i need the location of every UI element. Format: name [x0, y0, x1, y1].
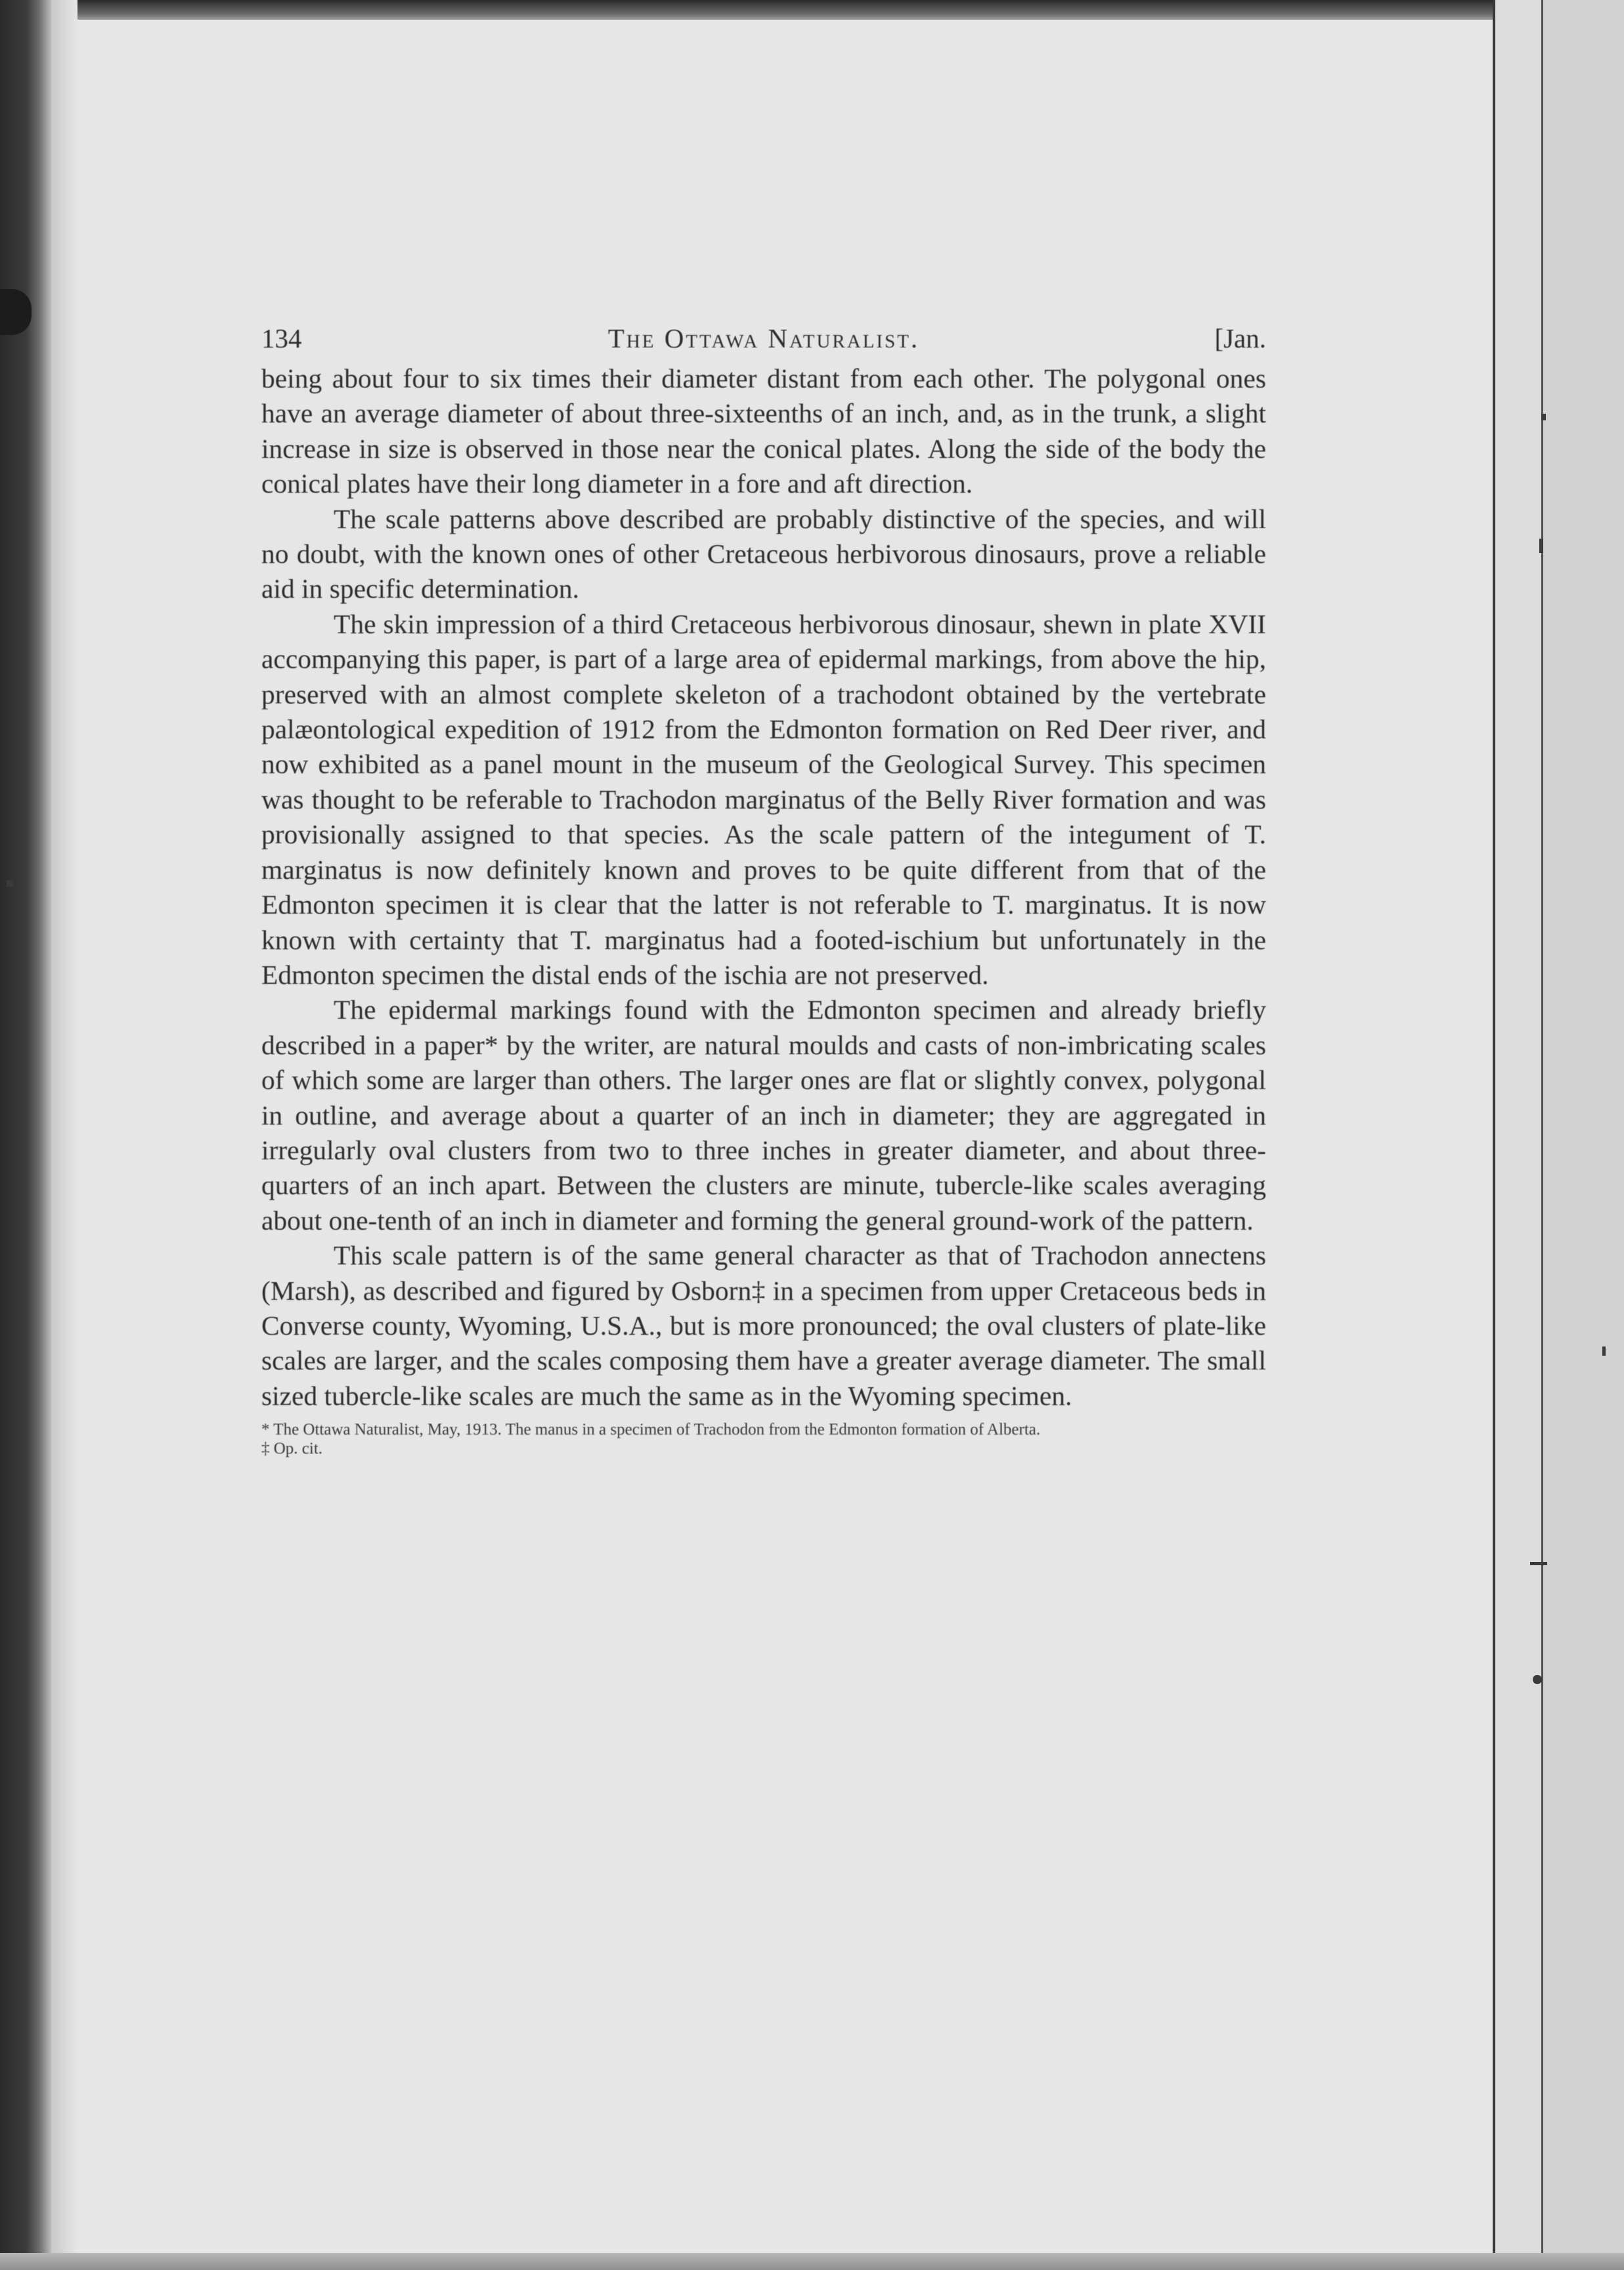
scan-top-edge	[0, 0, 1624, 20]
binding-clip	[0, 289, 32, 335]
margin-dot	[1533, 1675, 1542, 1684]
binding-edge	[0, 0, 51, 2270]
journal-title: The Ottawa Naturalist.	[607, 323, 920, 353]
margin-tick	[1530, 1562, 1547, 1565]
margin-speck	[7, 880, 13, 887]
paragraph-1: being about four to six times their diameter distant from each other. The polygonal ones have an average diameter of about three-sixteenths of an inch, and, as in the trunk, a slight increase in size is observed in those near the conical plates. Along the side of the body the conical plates have their long diameter in a fore and aft direction.	[261, 363, 1266, 499]
book-page	[261, 315, 1266, 1458]
footnote-1: * The Ottawa Naturalist, May, 1913. The manus in a specimen of Trachodon from the Edmonton formation of Alberta.	[261, 1421, 1041, 1439]
paragraph-4: The epidermal markings found with the Edmonton specimen and already briefly described in a paper* by the writer, are natural moulds and casts of non-imbricating scales of which some are larger than others. The larger ones are flat or slightly convex, polygonal in outline, and average about a quarter of an inch in diameter; they are aggregated in irregularly oval clusters from two to three inches in greater diameter, and about three-quarters of an inch apart. Between the clusters are minute, tubercle-like scales averaging about one-tenth of an inch in diameter and forming the general ground-work of the pattern.	[261, 994, 1266, 1235]
margin-speck	[1541, 414, 1546, 420]
binding-shadow	[51, 0, 77, 2270]
paragraph-3: The skin impression of a third Cretaceous herbivorous dinosaur, shewn in plate XVII accompanying this paper, is part of a large area of epidermal markings, from above the hip, preserved with an almost complete skeleton of a trachodont obtained by the vertebrate palæontological expedition of 1912 from the Edmonton formation on Red Deer river, and now exhibited as a panel mount in the museum of the Geological Survey. This specimen was thought to be referable to Trachodon marginatus of the Belly River formation and was provisionally assigned to that species. As the scale pattern of the integument of T. marginatus is now definitely known and proves to be quite different from that of the Edmonton specimen it is clear that the latter is not referable to T. marginatus. It is now known with certainty that T. marginatus had a footed-ischium but unfortunately in the Edmonton specimen the distal ends of the ischia are not preserved.	[261, 608, 1266, 990]
issue-label: [Jan.	[1214, 323, 1266, 353]
right-margin	[1543, 0, 1624, 2270]
scan-bottom-edge	[0, 2253, 1624, 2270]
page-number: 134	[261, 323, 302, 353]
footnote-2: ‡ Op. cit.	[261, 1440, 323, 1458]
margin-speck	[1602, 1346, 1606, 1356]
body-text	[261, 361, 1266, 1413]
margin-speck	[1539, 539, 1543, 553]
paragraph-5: This scale pattern is of the same general character as that of Trachodon annectens (Marsh), as described and figured by Osborn‡ in a specimen from upper Cretaceous beds in Converse county, Wyoming, U.S.A., but is more pronounced; the oval clusters of plate-like scales are larger, and the scales composing them have a greater average diameter. The small sized tubercle-like scales are much the same as in the Wyoming specimen.	[261, 1240, 1266, 1411]
paragraph-2: The scale patterns above described are probably distinctive of the species, and will no doubt, with the known ones of other Cretaceous herbivorous dinosaurs, prove a reliable aid in specific determination.	[261, 503, 1266, 604]
adjacent-page-strip	[1495, 0, 1541, 2270]
footnotes	[261, 1420, 1266, 1458]
running-head	[261, 315, 1266, 361]
